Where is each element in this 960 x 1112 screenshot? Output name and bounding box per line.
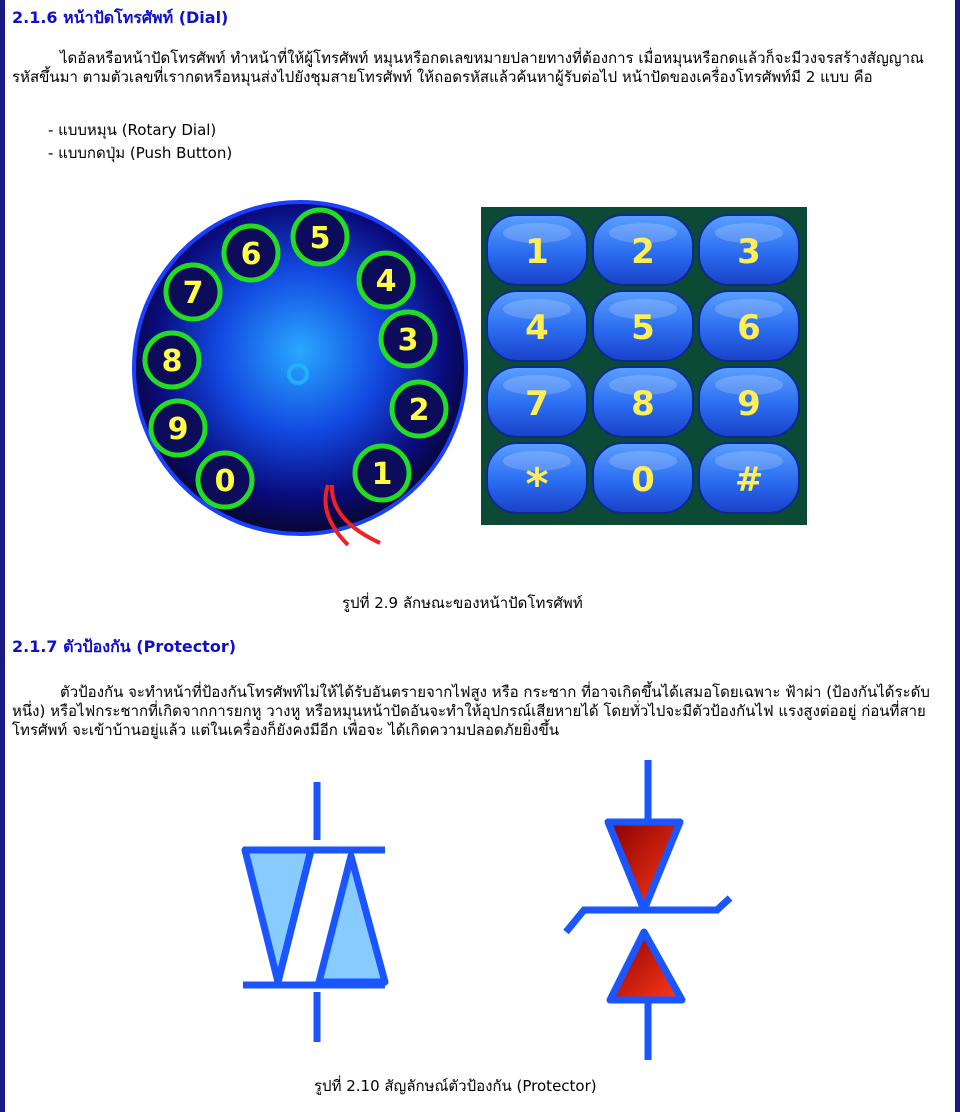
protector-symbol-right [562, 760, 732, 1060]
list-item-push-button: - แบบกดปุ่ม (Push Button) [48, 144, 233, 162]
keypad-key-label: 8 [631, 384, 655, 424]
keypad-key-3 [699, 215, 799, 285]
keypad-key-2 [593, 215, 693, 285]
keypad-key-label: 6 [737, 308, 761, 348]
dial-digit-label: 7 [182, 276, 204, 311]
dial-digit-label: 0 [214, 464, 236, 499]
dial-hole-3 [381, 312, 435, 366]
dial-digit-label: 1 [371, 457, 393, 492]
keypad-key-label: 3 [737, 232, 761, 272]
list-item-rotary: - แบบหมุน (Rotary Dial) [48, 121, 217, 139]
keypad-key-label: 0 [631, 460, 655, 500]
keypad-key-6 [699, 291, 799, 361]
dial-digit-label: 9 [167, 412, 189, 447]
dial-digit-label: 5 [309, 221, 331, 256]
dial-hole-4 [359, 253, 413, 307]
keypad-key-label: 4 [525, 308, 549, 348]
section-heading-dial: 2.1.6 หน้าปัดโทรศัพท์ (Dial) [12, 8, 229, 27]
keypad-key-4 [487, 291, 587, 361]
dial-hole-8 [145, 333, 199, 387]
keypad-key-label: 7 [525, 384, 549, 424]
protector-symbol-left [235, 782, 395, 1042]
rotary-dial-figure [130, 195, 470, 555]
dial-hole-0 [198, 453, 252, 507]
dial-hole-7 [166, 265, 220, 319]
section-heading-protector: 2.1.7 ตัวป้องกัน (Protector) [12, 637, 237, 656]
dial-hole-1 [355, 446, 409, 500]
keypad-key-label: * [525, 459, 549, 510]
dial-digit-label: 6 [240, 237, 262, 272]
keypad-figure [481, 207, 807, 525]
keypad-key-8 [593, 367, 693, 437]
dial-hole-9 [151, 401, 205, 455]
keypad-key-label: # [734, 460, 764, 500]
keypad-key-0 [593, 443, 693, 513]
figure-caption-2-10: รูปที่ 2.10 สัญลักษณ์ตัวป้องกัน (Protector) [314, 1077, 597, 1095]
dial-hole-5 [293, 210, 347, 264]
dial-hole-2 [392, 382, 446, 436]
keypad-key-label: 9 [737, 384, 761, 424]
keypad-key-1 [487, 215, 587, 285]
dial-hole-6 [224, 226, 278, 280]
keypad-key-9 [699, 367, 799, 437]
figure-caption-2-9: รูปที่ 2.9 ลักษณะของหน้าปัดโทรศัพท์ [342, 594, 583, 612]
keypad-key-label: 1 [525, 232, 549, 272]
dial-digit-label: 2 [408, 393, 430, 428]
dial-digit-label: 8 [161, 344, 183, 379]
dial-digit-label: 3 [397, 323, 419, 358]
keypad-key-star [487, 443, 587, 513]
keypad-key-label: 2 [631, 232, 655, 272]
dial-digit-label: 4 [375, 264, 397, 299]
keypad-key-5 [593, 291, 693, 361]
keypad-key-hash [699, 443, 799, 513]
keypad-key-7 [487, 367, 587, 437]
keypad-key-label: 5 [631, 308, 655, 348]
dial-paragraph: ไดอัลหรือหน้าปัดโทรศัพท์ ทำหน้าที่ให้ผู้โทรศัพท์ หมุนหรือกดเลขหมายปลายทางที่ต้องการ เมื่อหมุนหรือกดแล้วก็จะมีวงจรสร้างสัญญาณรหัสขึ้นมา ตามตัวเลขที่เรากดหรือหมุนส่งไปยังชุมสายโทรศัพท์ ให้ถอดรหัสแล้วค้นหาผู้รับต่อไป หน้าปัดของเครื่องโทรศัพท์มี 2 แบบ คือ [12, 49, 924, 86]
protector-paragraph: ตัวป้องกัน จะทำหน้าที่ป้องกันโทรศัพท์ไม่ให้ได้รับอันตรายจากไฟสูง หรือ กระชาก ที่อาจเกิดขึ้นได้เสมอโดยเฉพาะ ฟ้าผ่า (ป้องกันได้ระดับหนึ่ง) หรือไฟกระชากที่เกิดจากการยกหู วางหู หรือหมุนหน้าปัดอันจะทำให้อุปกรณ์เสียหายได้ โดยทั่วไปจะมีตัวป้องกันไฟ แรงสูงต่ออยู่ ก่อนที่สายโทรศัพท์ จะเข้าบ้านอยู่แล้ว แต่ในเครื่องก็ยังคงมีอีก เพื่อจะ ได้เกิดความปลอดภัยยิ่งขึ้น [12, 683, 930, 739]
